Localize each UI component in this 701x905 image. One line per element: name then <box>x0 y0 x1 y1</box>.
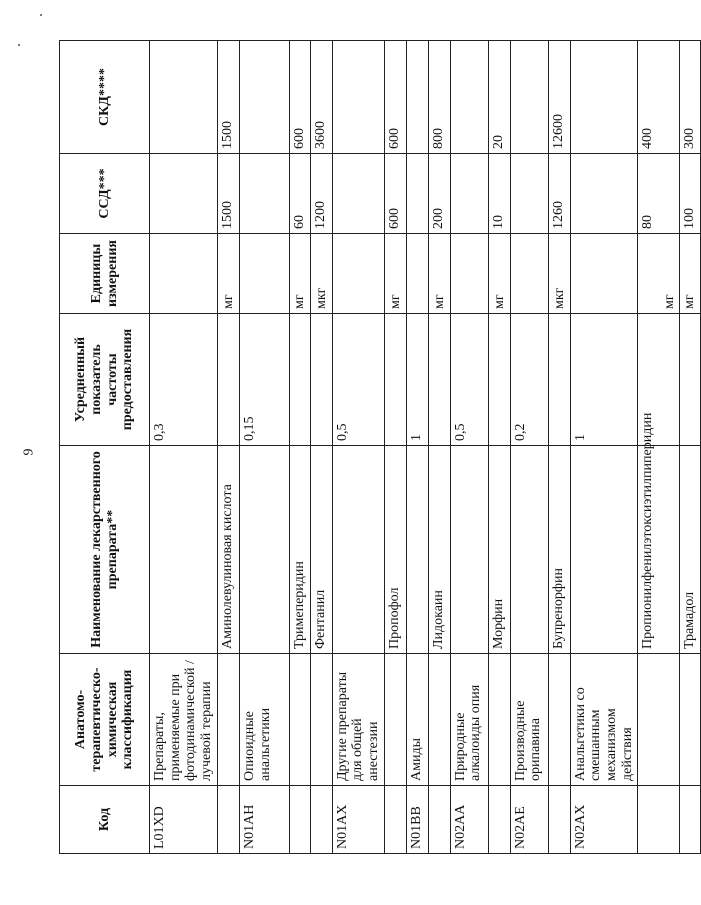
cell-ssd: 100 <box>680 154 701 234</box>
table-row <box>290 41 311 854</box>
cell-drug-name: Лидокаин <box>428 446 450 654</box>
cell-atc <box>488 654 510 786</box>
cell-code <box>548 786 570 854</box>
cell-code: N02AX <box>570 786 638 854</box>
cell-frequency <box>680 314 701 446</box>
cell-code: N02AE <box>510 786 548 854</box>
cell-drug-name <box>570 446 638 654</box>
cell-skd <box>570 41 638 154</box>
cell-unit: мг <box>218 234 240 314</box>
cell-ssd: 80 <box>638 154 680 234</box>
table-row <box>150 41 218 854</box>
cell-skd <box>450 41 488 154</box>
cell-ssd: 1200 <box>310 154 332 234</box>
cell-unit: мкг <box>310 234 332 314</box>
table-row <box>680 41 701 854</box>
header-frequency: Усредненный показатель частоты предоставления <box>60 314 150 446</box>
cell-code <box>638 786 680 854</box>
cell-skd: 300 <box>680 41 701 154</box>
cell-ssd <box>570 154 638 234</box>
cell-drug-name <box>240 446 290 654</box>
cell-atc: Природные алкалоиды опия <box>450 654 488 786</box>
cell-frequency <box>218 314 240 446</box>
cell-frequency <box>290 314 311 446</box>
cell-ssd <box>332 154 384 234</box>
cell-ssd: 1260 <box>548 154 570 234</box>
cell-ssd <box>150 154 218 234</box>
cell-code: N01BB <box>406 786 428 854</box>
drug-table <box>59 40 701 854</box>
cell-atc <box>638 654 680 786</box>
table-body <box>150 41 701 854</box>
cell-frequency: 0,15 <box>240 314 290 446</box>
cell-unit <box>406 234 428 314</box>
cell-ssd <box>510 154 548 234</box>
cell-atc: Препараты, применяемые при фотодинамической / лучевой терапии <box>150 654 218 786</box>
header-unit: Единицы измерения <box>60 234 150 314</box>
cell-ssd: 1500 <box>218 154 240 234</box>
table-row <box>384 41 406 854</box>
table-row <box>406 41 428 854</box>
cell-skd: 800 <box>428 41 450 154</box>
cell-frequency <box>428 314 450 446</box>
cell-atc: Амиды <box>406 654 428 786</box>
table-row <box>510 41 548 854</box>
cell-frequency: 1 <box>406 314 428 446</box>
cell-drug-name: Тримеперидин <box>290 446 311 654</box>
table-row <box>488 41 510 854</box>
cell-unit <box>150 234 218 314</box>
cell-skd: 3600 <box>310 41 332 154</box>
cell-frequency <box>384 314 406 446</box>
cell-skd <box>332 41 384 154</box>
table-row <box>548 41 570 854</box>
cell-drug-name <box>332 446 384 654</box>
cell-code <box>384 786 406 854</box>
cell-drug-name: Пропионилфенилэтоксиэтилпиперидин <box>638 446 680 654</box>
cell-atc: Опиоидные анальгетики <box>240 654 290 786</box>
cell-frequency: 1 <box>570 314 638 446</box>
cell-drug-name: Морфин <box>488 446 510 654</box>
page-number: 9 <box>21 448 37 456</box>
cell-skd: 20 <box>488 41 510 154</box>
cell-drug-name <box>406 446 428 654</box>
header-drug-name: Наименование лекарственного препарата** <box>60 446 150 654</box>
cell-drug-name: Фентанил <box>310 446 332 654</box>
cell-atc <box>218 654 240 786</box>
cell-frequency <box>548 314 570 446</box>
cell-unit: мг <box>680 234 701 314</box>
table-row <box>240 41 290 854</box>
table-row <box>310 41 332 854</box>
table-row <box>570 41 638 854</box>
cell-atc: Производные орипавина <box>510 654 548 786</box>
cell-drug-name <box>150 446 218 654</box>
table-row <box>218 41 240 854</box>
cell-code: N01AX <box>332 786 384 854</box>
cell-atc: Другие препараты для общей анестезии <box>332 654 384 786</box>
table-row <box>428 41 450 854</box>
cell-ssd <box>240 154 290 234</box>
cell-unit: мг <box>488 234 510 314</box>
cell-code <box>310 786 332 854</box>
cell-atc <box>428 654 450 786</box>
cell-atc <box>384 654 406 786</box>
cell-ssd <box>406 154 428 234</box>
cell-frequency: 0,3 <box>150 314 218 446</box>
cell-code <box>680 786 701 854</box>
cell-unit <box>450 234 488 314</box>
table-row <box>638 41 680 854</box>
cell-ssd: 200 <box>428 154 450 234</box>
cell-unit <box>510 234 548 314</box>
cell-skd: 1500 <box>218 41 240 154</box>
cell-ssd: 600 <box>384 154 406 234</box>
cell-code <box>218 786 240 854</box>
cell-skd <box>240 41 290 154</box>
table-header-row <box>60 41 150 854</box>
cell-frequency: 0,5 <box>332 314 384 446</box>
cell-frequency: 0,2 <box>510 314 548 446</box>
cell-code: N01AH <box>240 786 290 854</box>
cell-skd: 400 <box>638 41 680 154</box>
table-row <box>450 41 488 854</box>
header-atc: Анатомо-терапевтическо-химическая классификация <box>60 654 150 786</box>
cell-code: N02AA <box>450 786 488 854</box>
cell-atc: Анальгетики со смешанным механизмом действия <box>570 654 638 786</box>
table-row <box>332 41 384 854</box>
cell-drug-name: Бупренорфин <box>548 446 570 654</box>
cell-unit: мг <box>428 234 450 314</box>
rotated-table-container <box>59 41 698 854</box>
cell-frequency <box>488 314 510 446</box>
cell-atc <box>680 654 701 786</box>
cell-frequency: 0,5 <box>450 314 488 446</box>
cell-skd: 12600 <box>548 41 570 154</box>
cell-unit <box>240 234 290 314</box>
cell-drug-name <box>450 446 488 654</box>
cell-skd <box>150 41 218 154</box>
cell-ssd: 60 <box>290 154 311 234</box>
header-code: Код <box>60 786 150 854</box>
header-skd: СКД**** <box>60 41 150 154</box>
cell-frequency <box>310 314 332 446</box>
cell-unit: мг <box>638 234 680 314</box>
cell-code <box>488 786 510 854</box>
cell-ssd <box>450 154 488 234</box>
cell-unit <box>332 234 384 314</box>
cell-code: L01XD <box>150 786 218 854</box>
cell-drug-name: Аминолевулиновая кислота <box>218 446 240 654</box>
cell-skd <box>510 41 548 154</box>
cell-unit: мкг <box>548 234 570 314</box>
cell-drug-name: Пропофол <box>384 446 406 654</box>
header-ssd: ССД*** <box>60 154 150 234</box>
cell-skd: 600 <box>290 41 311 154</box>
cell-drug-name: Трамадол <box>680 446 701 654</box>
scan-speck <box>18 44 20 46</box>
scan-speck <box>40 14 42 16</box>
cell-drug-name <box>510 446 548 654</box>
cell-atc <box>548 654 570 786</box>
cell-unit: мг <box>384 234 406 314</box>
cell-unit <box>570 234 638 314</box>
cell-unit: мг <box>290 234 311 314</box>
cell-atc <box>310 654 332 786</box>
cell-ssd: 10 <box>488 154 510 234</box>
cell-skd: 600 <box>384 41 406 154</box>
cell-code <box>290 786 311 854</box>
cell-skd <box>406 41 428 154</box>
cell-code <box>428 786 450 854</box>
cell-atc <box>290 654 311 786</box>
